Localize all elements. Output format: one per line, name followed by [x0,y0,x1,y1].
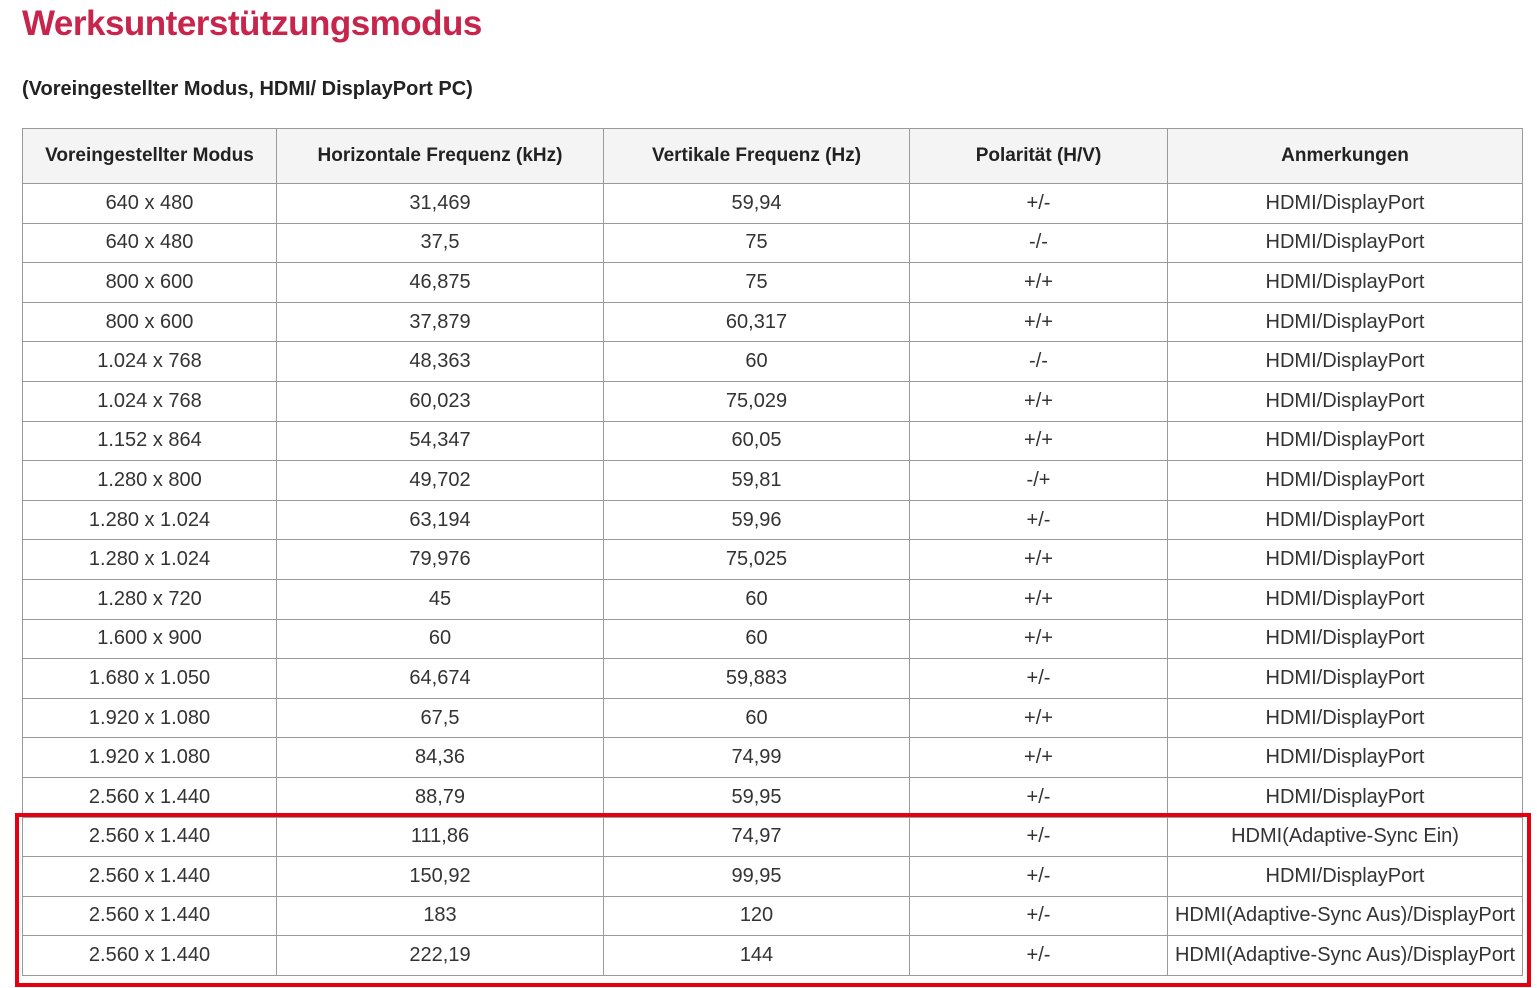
cell-remarks: HDMI/DisplayPort [1168,579,1523,619]
cell-horizontal-frequency: 48,363 [277,342,604,382]
table-row [23,540,1523,580]
cell-polarity: +/+ [910,263,1168,303]
cell-preset-mode: 1.280 x 1.024 [23,540,277,580]
cell-horizontal-frequency: 46,875 [277,263,604,303]
cell-horizontal-frequency: 183 [277,896,604,936]
cell-polarity: +/+ [910,421,1168,461]
cell-horizontal-frequency: 31,469 [277,184,604,224]
cell-remarks: HDMI/DisplayPort [1168,184,1523,224]
cell-remarks: HDMI(Adaptive-Sync Ein) [1168,817,1523,857]
cell-remarks: HDMI(Adaptive-Sync Aus)/DisplayPort [1168,896,1523,936]
cell-preset-mode: 640 x 480 [23,223,277,263]
preset-modes-table [22,128,1523,976]
cell-polarity: +/+ [910,619,1168,659]
table-row [23,896,1523,936]
cell-vertical-frequency: 60 [604,698,910,738]
column-header-vertical-frequency: Vertikale Frequenz (Hz) [604,129,910,184]
cell-preset-mode: 2.560 x 1.440 [23,777,277,817]
cell-vertical-frequency: 75,029 [604,381,910,421]
cell-preset-mode: 2.560 x 1.440 [23,896,277,936]
cell-remarks: HDMI/DisplayPort [1168,500,1523,540]
cell-vertical-frequency: 75 [604,263,910,303]
cell-preset-mode: 1.280 x 1.024 [23,500,277,540]
cell-remarks: HDMI/DisplayPort [1168,381,1523,421]
cell-horizontal-frequency: 67,5 [277,698,604,738]
column-header-remarks: Anmerkungen [1168,129,1523,184]
cell-preset-mode: 1.680 x 1.050 [23,659,277,699]
cell-preset-mode: 2.560 x 1.440 [23,936,277,976]
table-row [23,302,1523,342]
cell-remarks: HDMI(Adaptive-Sync Aus)/DisplayPort [1168,936,1523,976]
cell-vertical-frequency: 59,883 [604,659,910,699]
column-header-preset-mode: Voreingestellter Modus [23,129,277,184]
cell-horizontal-frequency: 79,976 [277,540,604,580]
table-row [23,500,1523,540]
cell-remarks: HDMI/DisplayPort [1168,342,1523,382]
column-header-horizontal-frequency: Horizontale Frequenz (kHz) [277,129,604,184]
cell-vertical-frequency: 74,99 [604,738,910,778]
cell-preset-mode: 1.920 x 1.080 [23,738,277,778]
cell-polarity: +/+ [910,302,1168,342]
cell-polarity: -/- [910,342,1168,382]
table-row [23,223,1523,263]
cell-horizontal-frequency: 60,023 [277,381,604,421]
cell-remarks: HDMI/DisplayPort [1168,263,1523,303]
cell-remarks: HDMI/DisplayPort [1168,698,1523,738]
cell-preset-mode: 1.280 x 720 [23,579,277,619]
table-row [23,421,1523,461]
page-subtitle: (Voreingestellter Modus, HDMI/ DisplayPort PC) [22,78,473,100]
cell-horizontal-frequency: 222,19 [277,936,604,976]
cell-polarity: +/+ [910,738,1168,778]
cell-polarity: +/- [910,936,1168,976]
cell-preset-mode: 800 x 600 [23,263,277,303]
cell-vertical-frequency: 59,94 [604,184,910,224]
cell-horizontal-frequency: 63,194 [277,500,604,540]
cell-remarks: HDMI/DisplayPort [1168,659,1523,699]
cell-vertical-frequency: 99,95 [604,857,910,897]
cell-polarity: +/- [910,659,1168,699]
cell-remarks: HDMI/DisplayPort [1168,738,1523,778]
cell-remarks: HDMI/DisplayPort [1168,461,1523,501]
table-row [23,777,1523,817]
cell-vertical-frequency: 74,97 [604,817,910,857]
cell-horizontal-frequency: 37,879 [277,302,604,342]
cell-remarks: HDMI/DisplayPort [1168,857,1523,897]
cell-horizontal-frequency: 54,347 [277,421,604,461]
cell-horizontal-frequency: 37,5 [277,223,604,263]
table-row [23,381,1523,421]
cell-polarity: +/- [910,817,1168,857]
table-row [23,659,1523,699]
cell-horizontal-frequency: 64,674 [277,659,604,699]
cell-preset-mode: 1.024 x 768 [23,342,277,382]
table-row [23,184,1523,224]
cell-preset-mode: 1.152 x 864 [23,421,277,461]
cell-polarity: +/- [910,777,1168,817]
cell-preset-mode: 1.024 x 768 [23,381,277,421]
cell-vertical-frequency: 75,025 [604,540,910,580]
table-row [23,936,1523,976]
table-row [23,579,1523,619]
cell-preset-mode: 800 x 600 [23,302,277,342]
cell-vertical-frequency: 60,05 [604,421,910,461]
cell-remarks: HDMI/DisplayPort [1168,421,1523,461]
cell-vertical-frequency: 60 [604,342,910,382]
cell-horizontal-frequency: 49,702 [277,461,604,501]
cell-horizontal-frequency: 84,36 [277,738,604,778]
cell-vertical-frequency: 144 [604,936,910,976]
cell-vertical-frequency: 59,96 [604,500,910,540]
table-header-row [23,129,1523,184]
cell-horizontal-frequency: 60 [277,619,604,659]
cell-preset-mode: 2.560 x 1.440 [23,857,277,897]
cell-preset-mode: 1.280 x 800 [23,461,277,501]
cell-remarks: HDMI/DisplayPort [1168,540,1523,580]
cell-preset-mode: 1.600 x 900 [23,619,277,659]
cell-vertical-frequency: 59,95 [604,777,910,817]
cell-polarity: +/- [910,500,1168,540]
cell-polarity: -/- [910,223,1168,263]
cell-remarks: HDMI/DisplayPort [1168,619,1523,659]
cell-horizontal-frequency: 45 [277,579,604,619]
cell-vertical-frequency: 60 [604,579,910,619]
cell-polarity: +/+ [910,540,1168,580]
cell-vertical-frequency: 60,317 [604,302,910,342]
cell-polarity: +/+ [910,698,1168,738]
table-row [23,738,1523,778]
cell-polarity: +/- [910,857,1168,897]
table-row [23,263,1523,303]
cell-remarks: HDMI/DisplayPort [1168,302,1523,342]
cell-horizontal-frequency: 150,92 [277,857,604,897]
table-body [23,184,1523,976]
page-title: Werksunterstützungsmodus [22,4,482,43]
cell-vertical-frequency: 59,81 [604,461,910,501]
cell-preset-mode: 2.560 x 1.440 [23,817,277,857]
cell-horizontal-frequency: 88,79 [277,777,604,817]
table-row [23,857,1523,897]
cell-remarks: HDMI/DisplayPort [1168,223,1523,263]
cell-horizontal-frequency: 111,86 [277,817,604,857]
cell-polarity: +/- [910,896,1168,936]
cell-preset-mode: 1.920 x 1.080 [23,698,277,738]
cell-vertical-frequency: 60 [604,619,910,659]
cell-remarks: HDMI/DisplayPort [1168,777,1523,817]
table-row [23,698,1523,738]
table-row [23,461,1523,501]
cell-polarity: +/- [910,184,1168,224]
table-row [23,342,1523,382]
cell-polarity: +/+ [910,381,1168,421]
column-header-polarity: Polarität (H/V) [910,129,1168,184]
cell-polarity: -/+ [910,461,1168,501]
cell-vertical-frequency: 120 [604,896,910,936]
cell-vertical-frequency: 75 [604,223,910,263]
cell-polarity: +/+ [910,579,1168,619]
table-row [23,619,1523,659]
cell-preset-mode: 640 x 480 [23,184,277,224]
table-row [23,817,1523,857]
